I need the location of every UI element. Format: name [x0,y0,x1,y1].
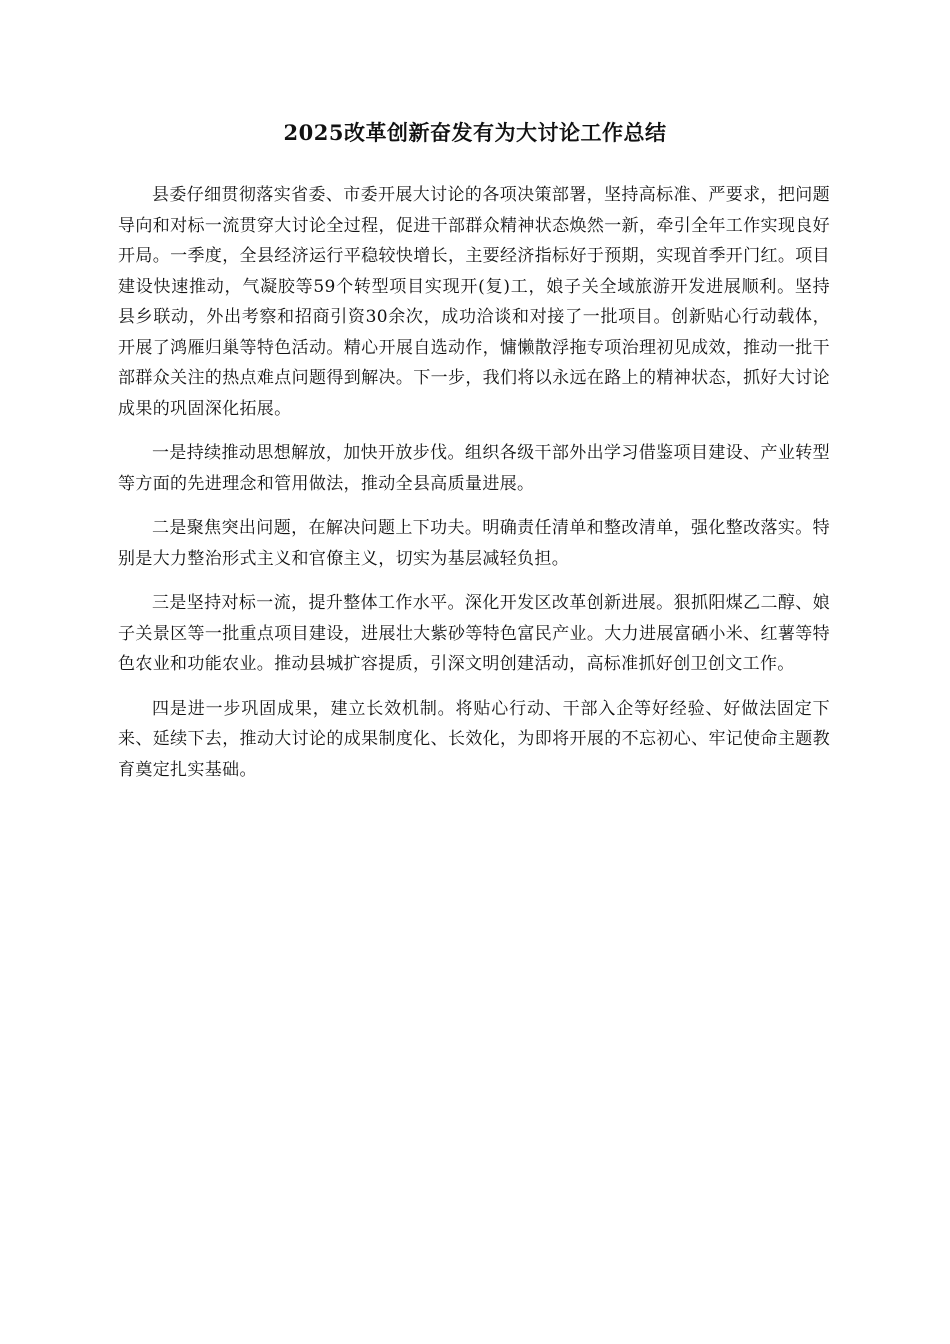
paragraph-point-2: 二是聚焦突出问题，在解决问题上下功夫。明确责任清单和整改清单，强化整改落实。特别是大力整治形式主义和官僚主义，切实为基层减轻负担。 [118,518,830,569]
paragraph-point-1: 一是持续推动思想解放，加快开放步伐。组织各级干部外出学习借鉴项目建设、产业转型等方面的先进理念和管用做法，推动全县高质量进展。 [118,443,830,494]
document-body [118,180,830,799]
paragraph-summary: 县委仔细贯彻落实省委、市委开展大讨论的各项决策部署，坚持高标准、严要求，把问题导向和对标一流贯穿大讨论全过程，促进干部群众精神状态焕然一新，牵引全年工作实现良好开局。一季度，全县经济运行平稳较快增长，主要经济指标好于预期，实现首季开门红。项目建设快速推动，气凝胶等59个转型项目实现开(复)工，娘子关全域旅游开发进展顺利。坚持县乡联动，外出考察和招商引资30余次，成功洽谈和对接了一批项目。创新贴心行动载体，开展了鸿雁归巢等特色活动。精心开展自选动作，慵懒散浮拖专项治理初见成效，推动一批干部群众关注的热点难点问题得到解决。下一步，我们将以永远在路上的精神状态，抓好大讨论成果的巩固深化拓展。 [118,185,830,419]
paragraph-point-4: 四是进一步巩固成果，建立长效机制。将贴心行动、干部入企等好经验、好做法固定下来、延续下去，推动大讨论的成果制度化、长效化，为即将开展的不忘初心、牢记使命主题教育奠定扎实基础。 [118,698,830,780]
paragraph-point-3: 三是坚持对标一流，提升整体工作水平。深化开发区改革创新进展。狠抓阳煤乙二醇、娘子关景区等一批重点项目建设，进展壮大紫砂等特色富民产业。大力进展富硒小米、红薯等特色农业和功能农业。推动县城扩容提质，引深文明创建活动，高标准抓好创卫创文工作。 [118,593,830,674]
document-title: 2025改革创新奋发有为大讨论工作总结 [283,120,667,145]
